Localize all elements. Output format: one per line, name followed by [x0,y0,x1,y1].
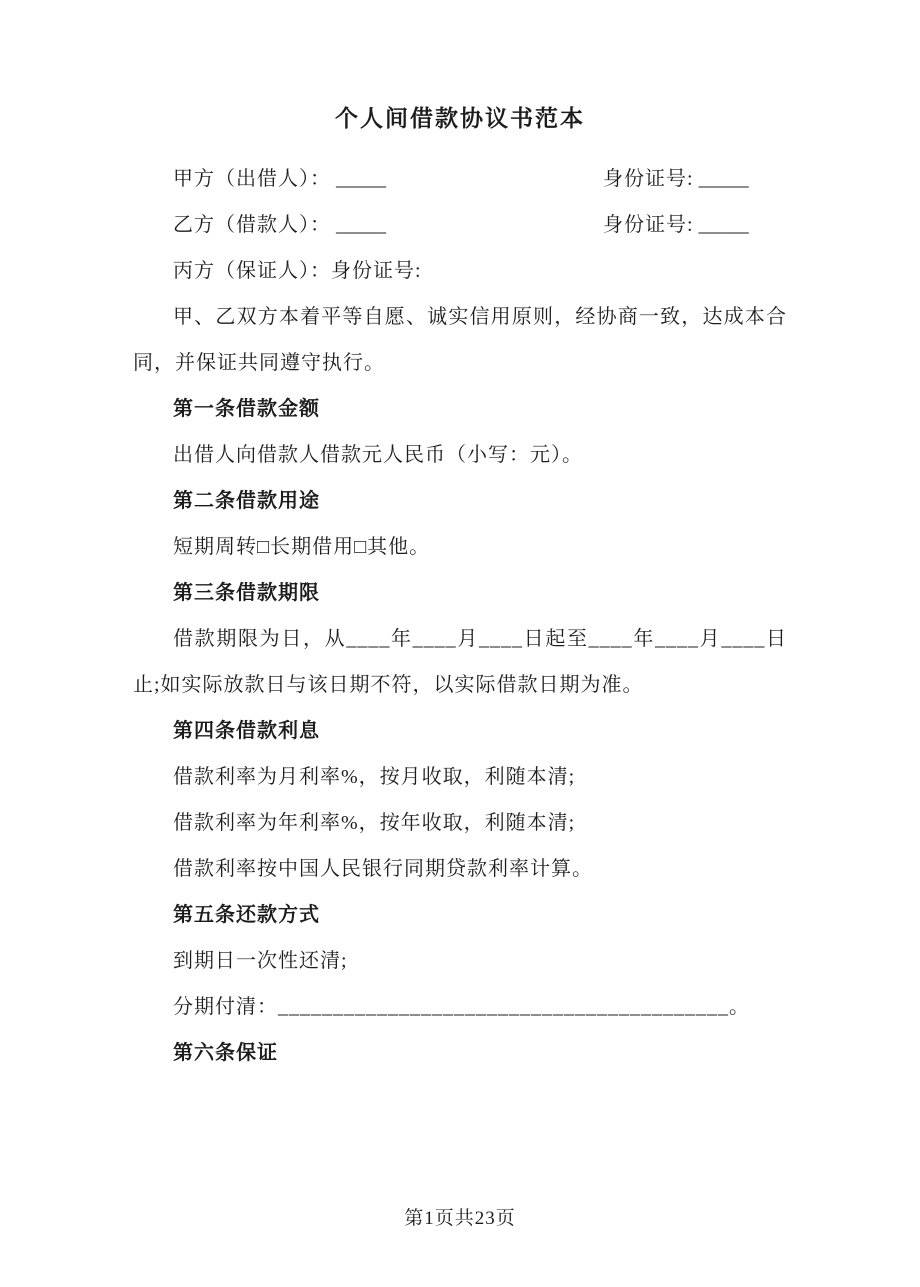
party-borrower-id-label: 身份证号: [603,214,694,236]
party-borrower-id-blank: _____ [698,214,749,236]
party-guarantor-label: 丙方（保证人）：身份证号: [173,260,422,282]
party-borrower-id-group [603,202,749,248]
section-2-paragraph-1: 短期周转□长期借用□其他。 [173,536,431,558]
party-lender-id-label: 身份证号: [603,168,694,190]
section-4-paragraph-1: 借款利率为月利率%，按月收取，利随本清; [173,766,576,788]
party-lender-id-group [603,156,749,202]
party-row-lender [133,156,787,202]
section-3-paragraph-1: 借款期限为日，从____年____月____日起至____年____月____日止;如实际放款日与该日期不符，以实际借款日期为准。 [133,628,787,696]
page-footer [0,1196,920,1242]
party-lender-id-blank: _____ [698,168,749,190]
section-5-heading: 第五条还款方式 [173,904,320,926]
document-page [0,96,920,1076]
section-1-paragraph-1: 出借人向借款人借款元人民币（小写：元）。 [173,444,583,466]
party-borrower-name-blank: _____ [336,214,386,236]
party-row-guarantor [133,248,787,294]
section-6-heading: 第六条保证 [173,1042,278,1064]
page-number-indicator: 第1页共23页 [404,1208,516,1229]
section-4-paragraph-2: 借款利率为年利率%，按年收取，利随本清; [173,812,576,834]
party-borrower-label: 乙方（借款人）： [173,214,331,236]
section-4-heading: 第四条借款利息 [173,720,320,742]
document-title: 个人间借款协议书范本 [335,106,585,131]
party-lender-name-blank: _____ [336,168,386,190]
party-lender-label: 甲方（出借人）： [173,168,331,190]
section-5-paragraph-2: 分期付清：_________________________________________。 [173,996,750,1018]
section-5-paragraph-1: 到期日一次性还清; [173,950,348,972]
section-4-paragraph-3: 借款利率按中国人民银行同期贷款利率计算。 [173,858,593,880]
party-row-borrower [133,202,787,248]
intro-paragraph: 甲、乙双方本着平等自愿、诚实信用原则，经协商一致，达成本合同，并保证共同遵守执行。 [133,306,787,374]
section-3-heading: 第三条借款期限 [173,582,320,604]
section-1-heading: 第一条借款金额 [173,398,320,420]
section-2-heading: 第二条借款用途 [173,490,320,512]
